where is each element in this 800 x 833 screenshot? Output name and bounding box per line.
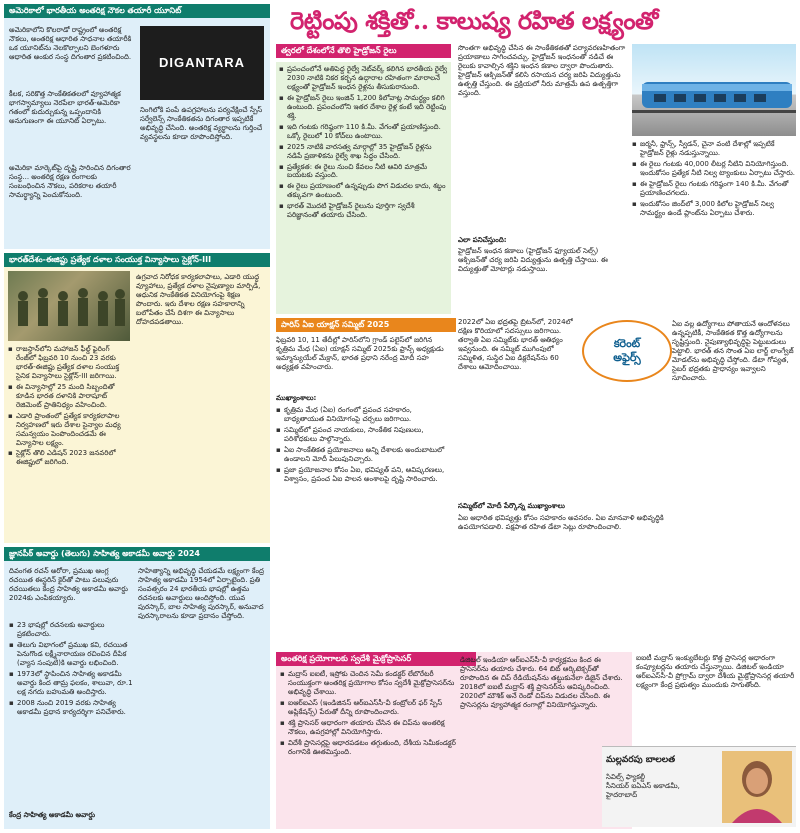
body-text: 2022లో ఏఐ భద్రతపై బ్రిటన్‌లో, 2024లో దక్షిణ కొరియాలో సదస్సులు జరిగాయి. తర్వాతి ఏఐ సమ్మిట్‌కు భారత్ ఆతిథ్యం ఇవ్వనుంది. ఈ సమ్మిట్ ముగింపులో సమ్మిళిత, సుస్థిర ఏఐ డిక్లరేషన్‌ను 60 దేశాలు ఆమోదించాయి.: [458, 318, 573, 371]
body-text: అమెరికాలోని కొలరాడో రాష్ట్రంలో అంతరిక్ష నౌకలు, అంతరిక్ష ఆధారిత సాధనాల తయారీకి ఒక యూనిట్‌ను నెలకొల్పాలని బెంగళూరు ఆధారిత అంకుర సంస్థ దిగంతార ప్రకటించింది.: [9, 26, 132, 61]
body-text: కీలక, సరికొత్త సాంకేతికతలలో వ్యూహాత్మక భాగస్వామ్యాలు నెరపేలా భారత్-అమెరికా గతంలో కుదుర్చుకున్న ఒప్పందానికి అనుగుణంగా ఈ యూనిట్ ఏర్పాటు.: [9, 90, 121, 125]
sub-heading: సమ్మిట్‌లో మోదీ పేర్కొన్న ముఖ్యాంశాలు: [458, 502, 565, 510]
train-icon: [632, 44, 796, 136]
bullet-list: [276, 406, 452, 484]
current-affairs-badge: [582, 320, 672, 382]
body-text: నింగిలోకి పంపే ఉపగ్రహాలను పర్యవేక్షించే స్పేస్ సర్వేలెన్స్ సాంకేతికతను దిగంతార ఇప్పటికే అభివృద్ధి చేసింది. అంతరిక్ష వ్యర్థాలను గుర్తించే వ్యవస్థలను కూడా రూపొందిస్తోంది.: [140, 106, 263, 141]
section-heading: అంతరిక్ష ప్రయోగాలకు స్వదేశీ మైక్రోప్రాసెసర్: [276, 652, 476, 666]
bullet-list-container: [8, 345, 130, 539]
section-heading: పారిస్ ఏఐ యాక్షన్ సమ్మిట్ 2025: [276, 318, 456, 332]
page-title: రెట్టింపు శక్తితో.. కాలుష్య రహిత లక్ష్యంతో: [290, 6, 658, 35]
bullet-item: ▪ మద్రాస్ ఐఐటీ, ఇస్రోకు చెందిన సెమీ కండక్టర్ లేబొరేటరీ సంయుక్తంగా అంతరిక్ష ప్రయోగాల కోసం స్వదేశీ మైక్రోప్రాసెసర్‌ను అభివృద్ధి చేశాయి.: [280, 670, 456, 697]
bullet-item: ▪ 23 భాషల్లో రచనలకు అవార్డులు ప్రకటించారు.: [9, 621, 133, 639]
section-ai-summit: [276, 318, 796, 648]
bullet-list: [632, 140, 796, 218]
bullet-item: ▪ ఈ విన్యాసాల్లో 25 మంది సిబ్బందితో కూడిన భారత దళానికి పారాషూట్ రెజిమెంట్ ప్రాతినిధ్యం వహించింది.: [8, 383, 130, 410]
bullet-item: ▪ 1973లో స్థాపించిన సాహిత్య అకాడమీ అవార్డు కింద తామ్ర ఫలకం, శాలువా, రూ.1 లక్ష నగదు బహుమతి అందిస్తారు.: [9, 670, 133, 697]
body-text: ఉగ్రవాద నిరోధక కార్యకలాపాలు, ఎడారి యుద్ధ వ్యూహాలు, ప్రత్యేక దళాల నైపుణ్యాల మార్పిడి, ఆధునిక సాంకేతికత వినియోగంపై శిక్షణ పొందారు. ఇరు దేశాల రక్షణ సహకారాన్ని బలోపేతం చేసే దిశగా ఈ విన్యాసాలు దోహదపడతాయి.: [136, 273, 261, 326]
bullet-item: ▪ విదేశీ ప్రాసెసర్లపై ఆధారపడటం తగ్గుతుంది, దేశీయ సెమీకండక్టర్ రంగానికి ఊతమిస్తుంది.: [280, 739, 456, 757]
section-digantara: [4, 4, 270, 249]
section-hydrogen-train: [276, 44, 628, 314]
bullet-item: ▪ కృత్రిమ మేధ (ఏఐ) రంగంలో ప్రపంచ సహకారం, బాధ్యతాయుత వినియోగంపై చర్చలు జరిగాయి.: [276, 406, 452, 424]
bullet-item: ▪ శక్తి ప్రాసెసర్ ఆధారంగా తయారు చేసిన ఈ చిప్‌ను అంతరిక్ష నౌకలు, ఉపగ్రహాల్లో వినియోగిస్తారు.: [280, 719, 456, 737]
section-heading: అమెరికాలో భారతీయ అంతరిక్ష నౌకల తయారీ యూనిట్: [4, 4, 270, 18]
train-image: [632, 44, 796, 136]
soldiers-icon: [8, 271, 130, 341]
bullet-list-container: [276, 406, 452, 646]
sub-heading: కేంద్ర సాహిత్య అకాడమీ అవార్డు: [9, 811, 96, 819]
bullet-item: ▪ 2008 నుంచి 2019 వరకు సాహిత్య అకాడమీ ప్రధాన కార్యదర్శిగా పనిచేశారు.: [9, 699, 133, 717]
body-text: సొంతగా అభివృద్ధి చేసిన ఈ సాంకేతికతతో పర్యావరణహితంగా ప్రయాణాలు సాగించవచ్చు. హైడ్రోజన్ ఇంధనంతో నడిచే ఈ రైలుకు కావాల్సిన శక్తిని ఇంధన కణాల ద్వారా పొందుతారు. హైడ్రోజన్ ఆక్సిజన్‌తో కలిసి రసాయన చర్య జరిపి విద్యుత్తును ఉత్పత్తి చేస్తుంది. ఈ ప్రక్రియలో నీరు మాత్రమే ఉప ఉత్పత్తిగా వస్తుంది.: [458, 44, 626, 97]
section-cyclone: [4, 253, 270, 543]
section-sahitya-akademi: [4, 547, 270, 829]
bullet-item: ▪ ఇది గంటకు గరిష్ఠంగా 110 కి.మీ. వేగంతో ప్రయాణిస్తుంది. ఒక్కో రైలులో 10 కోచ్‌లు ఉంటాయి.: [279, 123, 448, 141]
bullet-item: ▪ తెలుగు విభాగంలో ప్రముఖ కవి, రచయిత పెనుగొండ లక్ష్మీనారాయణ రచించిన దీపిక (వ్యాస సంపుటి)కి అవార్డు లభించింది.: [9, 641, 133, 668]
bullet-list-container: [632, 140, 796, 314]
section-hydrogen-extra: [632, 44, 796, 314]
bullet-list: [280, 670, 456, 757]
sub-heading: ఎలా పనిచేస్తుంది:: [458, 236, 507, 244]
body-text: ఐఐటీ మద్రాస్ ఇంక్యుబేటర్లు కొత్త ప్రాసెసర్ల ఆధారంగా కంప్యూటర్లను తయారు చేస్తున్నాయి. డిజిటల్ ఇండియా ఆర్ఐఎస్‌సీ-వీ ప్రోగ్రామ్ ద్వారా దేశీయ మైక్రోప్రాసెసర్ల తయారీ లక్ష్యంగా కేంద్ర ప్రభుత్వం ముందుకు సాగుతోంది.: [636, 654, 795, 689]
author-photo: [722, 751, 792, 823]
badge-label: కరెంట్ అఫైర్స్: [613, 336, 641, 364]
bullet-item: ▪ రాజస్థాన్‌లోని మహాజన్ ఫీల్డ్ ఫైరింగ్ రేంజ్‌లో ఫిబ్రవరి 10 నుంచి 23 వరకు భారత్-ఈజిప్టు ప్రత్యేక దళాల సంయుక్త సైనిక విన్యాసాలు సైక్లోన్-III జరిగాయి.: [8, 345, 130, 381]
bullet-item: ▪ ప్రజా ప్రయోజనాల కోసం ఏఐ, భవిష్యత్ పని, ఆవిష్కరణలు, విశ్వాసం, ప్రపంచ ఏఐ పాలన అంశాలపై దృష్టి సారించారు.: [276, 466, 452, 484]
bullet-list: [9, 621, 133, 717]
author-name: మల్లవరపు బాలలత: [606, 755, 676, 765]
bullet-item: ▪ జర్మనీ, ఫ్రాన్స్, స్వీడన్, చైనా వంటి దేశాల్లో ఇప్పటికే హైడ్రోజన్ రైళ్లు నడుస్తున్నాయి.: [632, 140, 796, 158]
sub-heading: ముఖ్యాంశాలు:: [276, 394, 317, 402]
section-heading: భారత్‌దేశం-ఈజిప్టు ప్రత్యేక దళాల సంయుక్త విన్యాసాలు సైక్లోన్-III: [4, 253, 270, 267]
digantara-logo: DIGANTARA: [140, 26, 264, 100]
bullet-item: ▪ 2025 నాటికి వారసత్వ మార్గాల్లో 35 హైడ్రోజన్ రైళ్లను నడిపే ప్రణాళికను రైల్వే శాఖ సిద్ధం చేసింది.: [279, 143, 448, 161]
bullet-item: ▪ ఈ రైలు ప్రయాణంలో ఉన్నప్పుడు పొగ విడుదల కాదు, శబ్దం తక్కువగా ఉంటుంది.: [279, 182, 448, 200]
body-text: దివంగత రచన్ అరోరా, ప్రముఖ ఆంగ్ల రచయిత ఈస్టరిన్ కైర్‌తో పాటు పలువురు రచయితలు కేంద్ర సాహిత్య అకాడమీ అవార్డు 2024కు ఎంపికయ్యారు.: [9, 567, 128, 602]
body-text: ఏఐ వల్ల ఉద్యోగాలు పోతాయనే ఆందోళనలు ఉన్నప్పటికీ, సాంకేతికత కొత్త ఉద్యోగాలను సృష్టిస్తుంది. నైపుణ్యాభివృద్ధిపై పెట్టుబడులు పెట్టాలి. భారత్ తన సొంత ఏఐ లార్జ్ లాంగ్వేజ్ మోడల్‌ను అభివృద్ధి చేస్తోంది. డేటా గోప్యత, సైబర్ భద్రతకు ప్రాధాన్యం ఇవ్వాలని సూచించారు.: [672, 320, 794, 382]
section-author: [606, 652, 796, 829]
bullet-item: ▪ ఇందుకోసం జింద్‌లో 3,000 కిలోల హైడ్రోజన్ నిల్వ సామర్థ్యం ఉండే ప్లాంట్‌ను ఏర్పాటు చేశారు.: [632, 200, 796, 218]
bullet-item: ▪ సమ్మిట్‌లో ప్రపంచ నాయకులు, సాంకేతిక నిపుణులు, పరిశోధకులు పాల్గొన్నారు.: [276, 426, 452, 444]
bullet-list-container: [9, 621, 133, 807]
bullet-item: ▪ భారత్ మొదటి హైడ్రోజన్ రైలును పూర్తిగా స్వదేశీ పరిజ్ఞానంతో తయారు చేసింది.: [279, 202, 448, 220]
bullet-item: ▪ ప్రత్యేకత: ఈ రైలు నుంచి కేవలం నీటి ఆవిరి మాత్రమే బయటకు వస్తుంది.: [279, 163, 448, 181]
bullet-item: ▪ ఈ హైడ్రోజన్ రైలు గంటకు గరిష్ఠంగా 140 కి.మీ. వేగంతో ప్రయాణించగలదు.: [632, 180, 796, 198]
body-text: హైడ్రోజన్ ఇంధన కణాలు (హైడ్రోజన్ ఫ్యూయల్ సెల్స్) ఆక్సిజన్‌తో చర్య జరిపి విద్యుత్తును ఉత్పత్తి చేస్తాయి. ఈ విద్యుత్తుతో మోటార్లు నడుస్తాయి.: [458, 247, 608, 273]
bullet-item: ▪ సైక్లోన్ తొలి ఎడిషన్ 2023 జనవరిలో ఈజిప్టులో జరిగింది.: [8, 449, 130, 467]
author-card: [602, 746, 796, 827]
bullet-item: ▪ ఎడారి ప్రాంతంలో ప్రత్యేక కార్యకలాపాల నిర్వహణలో ఇరు దేశాల సైన్యాల మధ్య సమన్వయం పెంపొందించడమే ఈ విన్యాసాల లక్ష్యం.: [8, 412, 130, 448]
bullet-item: ▪ ఈ హైడ్రోజన్ రైలు ఇంజిన్ 1,200 కిలోవాట్ల సామర్థ్యం కలిగి ఉంటుంది. ప్రపంచంలోని ఇతర దేశాల రైళ్ల కంటే ఇది రెట్టింపు శక్తి.: [279, 94, 448, 121]
bullet-item: ▪ ప్రపంచంలోనే అతిపెద్ద రైల్వే నెట్‌వర్క్ కలిగిన భారతీయ రైల్వే 2030 నాటికి నికర కర్బన ఉద్గారాల రహితంగా మారాలనే లక్ష్యంతో హైడ్రోజన్ ఇంధన రైళ్లను తీసుకురానుంది.: [279, 65, 448, 92]
body-text: ఫిబ్రవరి 10, 11 తేదీల్లో పారిస్‌లోని గ్రాండ్ పలైస్‌లో జరిగిన కృత్రిమ మేధ (ఏఐ) యాక్షన్ సమ్మిట్ 2025కు ఫ్రాన్స్ అధ్యక్షుడు ఇమ్మాన్యుయేల్ మేక్రాన్, భారత ప్రధాని నరేంద్ర మోదీ సహ అధ్యక్షత వహించారు.: [276, 336, 444, 371]
section-heading: త్వరలో దేశంలోనే తొలి హైడ్రోజన్ రైలు: [276, 44, 451, 58]
body-text: అమెరికా మార్కెట్‌పై దృష్టి సారించిన దిగంతార సంస్థ... అంతరిక్ష రక్షణ రంగాలకు సంబంధించిన నౌకలు, పరికరాల తయారీ సామర్థ్యాన్ని పెంచుకోనుంది.: [9, 164, 131, 199]
bullet-list: [279, 65, 448, 220]
body-text: డిజిటల్ ఇండియా ఆర్ఐఎస్‌సీ-వీ కార్యక్రమం కింద ఈ ప్రాసెసర్‌ను తయారు చేశారు. 64 బిట్ ఆర్కిటెక్చర్‌తో రూపొందిన ఈ చిప్ రేడియేషన్‌ను తట్టుకునేలా డిజైన్ చేశారు. 2018లో ఐఐటీ మద్రాస్ శక్తి ప్రాసెసర్‌ను ఆవిష్కరించింది. 2020లో మౌశిక్ అనే రెండో చిప్‌ను విడుదల చేసింది. ఈ ప్రాసెసర్లను వ్యూహాత్మక రంగాల్లో వినియోగిస్తున్నారు.: [460, 656, 623, 709]
author-role: సివిల్స్ ఫ్యాకల్టీ సీనియర్ ఐఏఎస్ అకాడమీ, హైదరాబాద్: [606, 773, 680, 799]
bullet-item: ▪ ఐఆర్ఐఎస్ (ఇండిజినస్ ఆర్ఐఎస్‌సీ-వీ కంట్రోలర్ ఫర్ స్పేస్ అప్లికేషన్స్) పేరుతో దీన్ని రూపొందించారు.: [280, 699, 456, 717]
body-text: ఏఐ ఆధారిత భవిష్యత్తు కోసం సహకారం అవసరం. ఏఐ మానవాళి అభివృద్ధికి ఉపయోగపడాలి. పక్షపాత రహిత డేటా సెట్లు రూపొందించాలి.: [458, 514, 664, 531]
bullet-item: ▪ ఏఐ సాంకేతికత ప్రయోజనాలు అన్ని దేశాలకు అందుబాటులో ఉండాలని మోదీ పిలుపునిచ్చారు.: [276, 446, 452, 464]
section-heading: జ్ఞానపీఠ్ అవార్డు (తెలుగు) సాహిత్య అకాడమీ అవార్డు 2024: [4, 547, 270, 561]
bullet-list-container: [276, 62, 451, 314]
avatar-icon: [722, 751, 792, 823]
bullet-list: [8, 345, 130, 467]
bullet-item: ▪ ఈ రైలు గంటకు 40,000 లీటర్ల నీటిని వినియోగిస్తుంది. ఇందుకోసం ప్రత్యేక నీటి నిల్వ ట్యాంకులు ఏర్పాటు చేస్తారు.: [632, 160, 796, 178]
section-microprocessor: [276, 652, 632, 829]
soldiers-image: [8, 271, 130, 341]
body-text: సాహిత్యాన్ని అభివృద్ధి చేయడమే లక్ష్యంగా కేంద్ర సాహిత్య అకాడమీ 1954లో ఏర్పాటైంది. ప్రతి సంవత్సరం 24 భారతీయ భాషల్లో ఉత్తమ రచనలకు అవార్డులు అందిస్తోంది. యువ పురస్కార్, బాల సాహిత్య పురస్కార్, అనువాద పురస్కారాలను కూడా ప్రదానం చేస్తోంది.: [138, 567, 264, 620]
bullet-list-container: [280, 670, 456, 826]
